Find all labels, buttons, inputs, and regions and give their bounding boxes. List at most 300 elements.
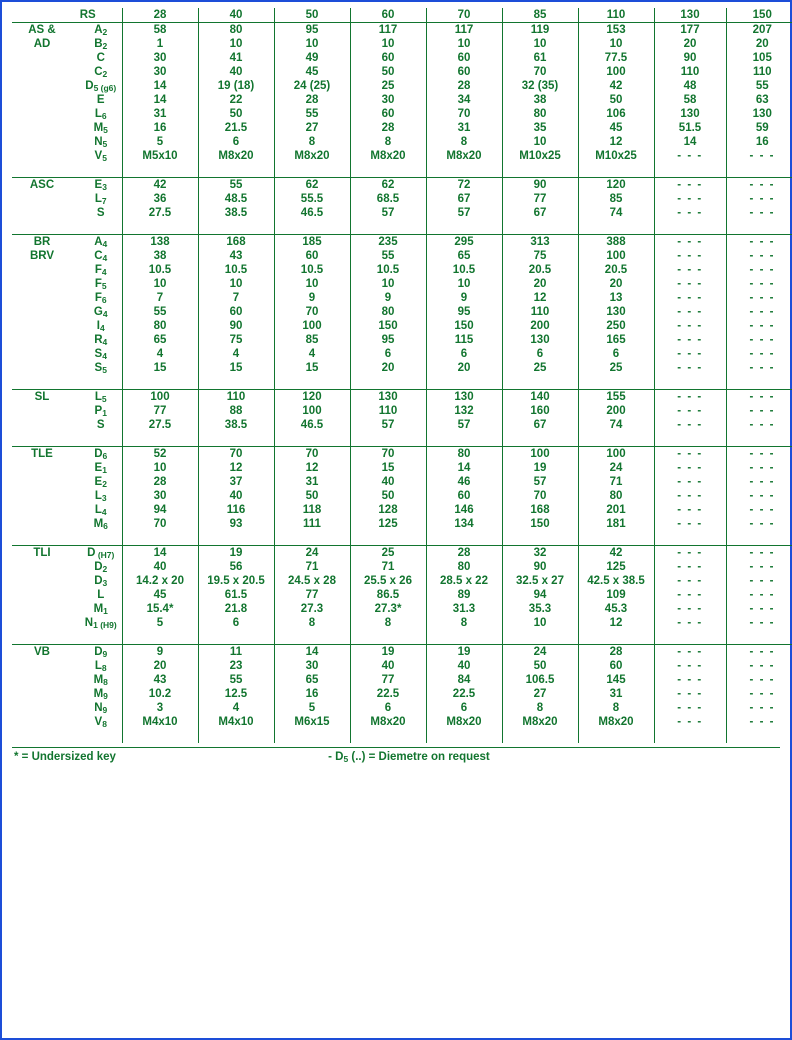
cell-L3-85: 70 [502, 489, 578, 503]
cell-A2-110: 153 [578, 23, 654, 38]
cell-D-130: - - - [654, 546, 726, 561]
cell-N5-110: 12 [578, 135, 654, 149]
cell-A2-50: 95 [274, 23, 350, 38]
cell-M8-50: 65 [274, 673, 350, 687]
row-symbol: $E_2$ [94, 476, 107, 489]
group-label-asc: ASC [12, 178, 68, 193]
header-size-130: 130 [654, 8, 726, 23]
group-label-as [12, 93, 68, 107]
cell-D5-150: 55 [726, 79, 792, 93]
row-symbol: $F_5$ [94, 278, 107, 291]
spacer-cell [654, 432, 726, 447]
row-symbol: $N_1$ (H9) [84, 617, 117, 630]
table-row [12, 93, 792, 107]
table-row [12, 602, 792, 616]
cell-I4-40: 90 [198, 319, 274, 333]
table-row [12, 305, 792, 319]
cell-C2-60: 50 [350, 65, 426, 79]
row-symbol: $G_4$ [93, 306, 108, 319]
row-symbol: $M_5$ [93, 122, 108, 135]
spacer-cell [726, 432, 792, 447]
cell-L6-50: 55 [274, 107, 350, 121]
group-label-tle [12, 517, 68, 531]
cell-G4-150: - - - [726, 305, 792, 319]
cell-M8-28: 43 [122, 673, 198, 687]
table-row [12, 361, 792, 375]
row-symbol: $D_5$ (g6) [85, 80, 117, 93]
specification-table [12, 8, 792, 743]
spacer-cell [502, 729, 578, 743]
header-size-85: 85 [502, 8, 578, 23]
cell-M9-28: 10.2 [122, 687, 198, 701]
cell-A2-28: 58 [122, 23, 198, 38]
cell-D-110: 42 [578, 546, 654, 561]
cell-S4-110: 6 [578, 347, 654, 361]
cell-B2-50: 10 [274, 37, 350, 51]
cell-F6-40: 7 [198, 291, 274, 305]
cell-L3-40: 40 [198, 489, 274, 503]
cell-E3-28: 42 [122, 178, 198, 193]
group-label-vb: VB [12, 645, 68, 660]
spacer-cell [68, 432, 122, 447]
spacer-cell [122, 432, 198, 447]
group-label-sl [12, 418, 68, 432]
cell-B2-60: 10 [350, 37, 426, 51]
row-symbol: $D_9$ [68, 645, 122, 660]
cell-I4-130: - - - [654, 319, 726, 333]
cell-P1-70: 132 [426, 404, 502, 418]
cell-D9-85: 24 [502, 645, 578, 660]
cell-N1-40: 6 [198, 616, 274, 630]
cell-V8-28: M4x10 [122, 715, 198, 729]
cell-P1-130: - - - [654, 404, 726, 418]
cell-E-70: 34 [426, 93, 502, 107]
row-symbol: $R_4$ [94, 334, 108, 347]
spacer-cell [12, 432, 68, 447]
table-row [12, 37, 792, 51]
cell-D2-50: 71 [274, 560, 350, 574]
cell-D5-70: 28 [426, 79, 502, 93]
cell-M8-110: 145 [578, 673, 654, 687]
cell-C2-50: 45 [274, 65, 350, 79]
cell-G4-60: 80 [350, 305, 426, 319]
cell-L6-28: 31 [122, 107, 198, 121]
spacer-cell [274, 163, 350, 178]
cell-S4-50: 4 [274, 347, 350, 361]
group-label-vb [12, 715, 68, 729]
header-size-110: 110 [578, 8, 654, 23]
cell-D6-110: 100 [578, 447, 654, 462]
group-label-as: AS & [12, 23, 68, 38]
group-label-br: BRV [29, 250, 55, 262]
cell-L4-130: - - - [654, 503, 726, 517]
cell-A2-150: 207 [726, 23, 792, 38]
group-label-sl: SL [12, 390, 68, 405]
cell-S-28: 27.5 [122, 206, 198, 220]
cell-A4-110: 388 [578, 235, 654, 250]
table-row [12, 135, 792, 149]
spacer-cell [654, 375, 726, 390]
cell-E2-85: 57 [502, 475, 578, 489]
cell-F6-28: 7 [122, 291, 198, 305]
cell-C-130: 90 [654, 51, 726, 65]
cell-D5-110: 42 [578, 79, 654, 93]
cell-S-40: 38.5 [198, 418, 274, 432]
spacer-cell [198, 531, 274, 546]
cell-M1-150: - - - [726, 602, 792, 616]
cell-M6-28: 70 [122, 517, 198, 531]
cell-L5-150: - - - [726, 390, 792, 405]
cell-C-50: 49 [274, 51, 350, 65]
spacer-cell [12, 375, 68, 390]
table-row [12, 333, 792, 347]
cell-L8-28: 20 [122, 659, 198, 673]
cell-R4-85: 130 [502, 333, 578, 347]
cell-N1-60: 8 [350, 616, 426, 630]
cell-D6-40: 70 [198, 447, 274, 462]
cell-I4-70: 150 [426, 319, 502, 333]
cell-L7-60: 68.5 [350, 192, 426, 206]
cell-G4-40: 60 [198, 305, 274, 319]
cell-L4-70: 146 [426, 503, 502, 517]
cell-M8-85: 106.5 [502, 673, 578, 687]
cell-B2-130: 20 [654, 37, 726, 51]
cell-V8-110: M8x20 [578, 715, 654, 729]
cell-S-60: 57 [350, 418, 426, 432]
table-row [12, 489, 792, 503]
spacer-cell [68, 630, 122, 645]
cell-D2-85: 90 [502, 560, 578, 574]
cell-L4-110: 201 [578, 503, 654, 517]
spacer-cell [502, 432, 578, 447]
cell-M9-130: - - - [654, 687, 726, 701]
spacer-cell [198, 729, 274, 743]
table-row [12, 79, 792, 93]
cell-M6-130: - - - [654, 517, 726, 531]
cell-L-150: - - - [726, 588, 792, 602]
cell-N1-130: - - - [654, 616, 726, 630]
table-body [12, 8, 792, 743]
cell-A4-50: 185 [274, 235, 350, 250]
cell-M1-85: 35.3 [502, 602, 578, 616]
cell-S5-28: 15 [122, 361, 198, 375]
cell-V8-130: - - - [654, 715, 726, 729]
cell-L5-60: 130 [350, 390, 426, 405]
cell-A4-40: 168 [198, 235, 274, 250]
cell-L3-70: 60 [426, 489, 502, 503]
row-symbol: $A_2$ [68, 23, 122, 38]
cell-M6-40: 93 [198, 517, 274, 531]
spacer-cell [68, 531, 122, 546]
cell-L5-50: 120 [274, 390, 350, 405]
cell-P1-85: 160 [502, 404, 578, 418]
group-label-br [12, 361, 68, 375]
cell-S-130: - - - [654, 206, 726, 220]
cell-F4-50: 10.5 [274, 263, 350, 277]
cell-R4-150: - - - [726, 333, 792, 347]
group-spacer [12, 630, 792, 645]
row-symbol: C [96, 52, 105, 64]
table-row [12, 192, 792, 206]
cell-N1-150: - - - [726, 616, 792, 630]
cell-D3-50: 24.5 x 28 [274, 574, 350, 588]
row-symbol: $V_8$ [94, 716, 107, 729]
cell-E1-85: 19 [502, 461, 578, 475]
cell-D5-28: 14 [122, 79, 198, 93]
cell-A2-85: 119 [502, 23, 578, 38]
cell-E3-150: - - - [726, 178, 792, 193]
cell-R4-130: - - - [654, 333, 726, 347]
cell-V5-28: M5x10 [122, 149, 198, 163]
cell-L8-70: 40 [426, 659, 502, 673]
group-label-br [12, 333, 68, 347]
cell-L-40: 61.5 [198, 588, 274, 602]
spacer-cell [654, 729, 726, 743]
table-row [12, 404, 792, 418]
cell-M9-85: 27 [502, 687, 578, 701]
cell-N5-40: 6 [198, 135, 274, 149]
row-symbol: $D_6$ [68, 447, 122, 462]
row-symbol: E [96, 94, 105, 106]
cell-F4-40: 10.5 [198, 263, 274, 277]
table-row [12, 701, 792, 715]
cell-C-150: 105 [726, 51, 792, 65]
table-row [12, 249, 792, 263]
cell-D3-85: 32.5 x 27 [502, 574, 578, 588]
cell-D-150: - - - [726, 546, 792, 561]
cell-L8-150: - - - [726, 659, 792, 673]
spacer-cell [350, 375, 426, 390]
cell-S4-150: - - - [726, 347, 792, 361]
cell-E2-28: 28 [122, 475, 198, 489]
cell-V8-85: M8x20 [502, 715, 578, 729]
group-label-tle: TLE [12, 447, 68, 462]
cell-M1-130: - - - [654, 602, 726, 616]
cell-D5-130: 48 [654, 79, 726, 93]
cell-I4-150: - - - [726, 319, 792, 333]
header-size-60: 60 [350, 8, 426, 23]
cell-S-70: 57 [426, 206, 502, 220]
cell-L6-110: 106 [578, 107, 654, 121]
cell-L7-85: 77 [502, 192, 578, 206]
cell-E-60: 30 [350, 93, 426, 107]
cell-E-150: 63 [726, 93, 792, 107]
cell-E1-70: 14 [426, 461, 502, 475]
cell-N1-70: 8 [426, 616, 502, 630]
cell-S-40: 38.5 [198, 206, 274, 220]
spacer-cell [122, 375, 198, 390]
cell-M9-60: 22.5 [350, 687, 426, 701]
cell-L-110: 109 [578, 588, 654, 602]
header-size-70: 70 [426, 8, 502, 23]
cell-F6-110: 13 [578, 291, 654, 305]
row-symbol: $B_2$ [94, 38, 108, 51]
spacer-cell [502, 630, 578, 645]
cell-E3-50: 62 [274, 178, 350, 193]
spacer-cell [426, 729, 502, 743]
cell-M6-85: 150 [502, 517, 578, 531]
cell-R4-110: 165 [578, 333, 654, 347]
cell-I4-60: 150 [350, 319, 426, 333]
cell-V5-60: M8x20 [350, 149, 426, 163]
spacer-cell [350, 531, 426, 546]
cell-D2-28: 40 [122, 560, 198, 574]
cell-V8-150: - - - [726, 715, 792, 729]
cell-G4-85: 110 [502, 305, 578, 319]
cell-L8-130: - - - [654, 659, 726, 673]
group-label-as [12, 65, 68, 79]
cell-L4-50: 118 [274, 503, 350, 517]
group-label-br [12, 263, 68, 277]
cell-N9-150: - - - [726, 701, 792, 715]
cell-D6-150: - - - [726, 447, 792, 462]
cell-D2-130: - - - [654, 560, 726, 574]
cell-S4-28: 4 [122, 347, 198, 361]
table-row [12, 461, 792, 475]
cell-C4-150: - - - [726, 249, 792, 263]
spacer-cell [578, 729, 654, 743]
cell-L6-150: 130 [726, 107, 792, 121]
table-row [12, 687, 792, 701]
row-symbol: D (H7) [68, 546, 122, 561]
cell-L5-130: - - - [654, 390, 726, 405]
table-row [12, 206, 792, 220]
cell-E-50: 28 [274, 93, 350, 107]
cell-D6-50: 70 [274, 447, 350, 462]
cell-P1-110: 200 [578, 404, 654, 418]
cell-D3-150: - - - [726, 574, 792, 588]
spacer-cell [350, 163, 426, 178]
spacer-cell [122, 630, 198, 645]
cell-L6-70: 70 [426, 107, 502, 121]
group-label-as [12, 107, 68, 121]
row-symbol: $A_4$ [68, 235, 122, 250]
cell-N9-40: 4 [198, 701, 274, 715]
group-label-br [12, 291, 68, 305]
cell-E-40: 22 [198, 93, 274, 107]
cell-L-28: 45 [122, 588, 198, 602]
row-symbol: $L_7$ [94, 193, 107, 206]
spacer-cell [68, 375, 122, 390]
cell-M6-60: 125 [350, 517, 426, 531]
spacer-cell [12, 630, 68, 645]
cell-N5-28: 5 [122, 135, 198, 149]
cell-L4-85: 168 [502, 503, 578, 517]
group-label-as: AD [33, 38, 51, 50]
cell-S4-40: 4 [198, 347, 274, 361]
cell-B2-40: 10 [198, 37, 274, 51]
cell-D9-150: - - - [726, 645, 792, 660]
table-row [12, 107, 792, 121]
cell-I4-85: 200 [502, 319, 578, 333]
cell-N9-70: 6 [426, 701, 502, 715]
group-label-tle [12, 503, 68, 517]
cell-C4-50: 60 [274, 249, 350, 263]
table-row [12, 319, 792, 333]
cell-D3-70: 28.5 x 22 [426, 574, 502, 588]
cell-V8-40: M4x10 [198, 715, 274, 729]
cell-N5-150: 16 [726, 135, 792, 149]
cell-S-110: 74 [578, 206, 654, 220]
cell-B2-150: 20 [726, 37, 792, 51]
cell-E-28: 14 [122, 93, 198, 107]
cell-M6-150: - - - [726, 517, 792, 531]
cell-L7-50: 55.5 [274, 192, 350, 206]
cell-L7-130: - - - [654, 192, 726, 206]
table-row [12, 447, 792, 462]
cell-D6-70: 80 [426, 447, 502, 462]
cell-E-130: 58 [654, 93, 726, 107]
cell-D9-70: 19 [426, 645, 502, 660]
cell-C-85: 61 [502, 51, 578, 65]
cell-E2-130: - - - [654, 475, 726, 489]
spacer-cell [68, 163, 122, 178]
row-symbol: $L_4$ [94, 504, 107, 517]
table-footer [12, 747, 780, 767]
cell-L6-60: 60 [350, 107, 426, 121]
spacer-cell [502, 531, 578, 546]
cell-M9-40: 12.5 [198, 687, 274, 701]
cell-D6-85: 100 [502, 447, 578, 462]
cell-C4-40: 43 [198, 249, 274, 263]
spacer-cell [350, 220, 426, 235]
table-row [12, 178, 792, 193]
cell-A2-60: 117 [350, 23, 426, 38]
cell-F5-150: - - - [726, 277, 792, 291]
group-label-br [12, 277, 68, 291]
cell-S-110: 74 [578, 418, 654, 432]
group-spacer [12, 163, 792, 178]
cell-G4-50: 70 [274, 305, 350, 319]
cell-L7-70: 67 [426, 192, 502, 206]
cell-F5-50: 10 [274, 277, 350, 291]
cell-E-85: 38 [502, 93, 578, 107]
cell-N1-85: 10 [502, 616, 578, 630]
spacer-cell [198, 630, 274, 645]
cell-V5-130: - - - [654, 149, 726, 163]
row-symbol: $I_4$ [96, 320, 105, 333]
cell-E3-70: 72 [426, 178, 502, 193]
cell-F5-28: 10 [122, 277, 198, 291]
row-symbol: $N_5$ [94, 136, 108, 149]
cell-F6-130: - - - [654, 291, 726, 305]
cell-A4-130: - - - [654, 235, 726, 250]
cell-L8-85: 50 [502, 659, 578, 673]
spacer-cell [426, 630, 502, 645]
cell-D-28: 14 [122, 546, 198, 561]
cell-L5-70: 130 [426, 390, 502, 405]
cell-F4-28: 10.5 [122, 263, 198, 277]
cell-E1-150: - - - [726, 461, 792, 475]
cell-D6-60: 70 [350, 447, 426, 462]
cell-S5-50: 15 [274, 361, 350, 375]
spacer-cell [654, 163, 726, 178]
cell-S-150: - - - [726, 418, 792, 432]
cell-L8-60: 40 [350, 659, 426, 673]
cell-L4-40: 116 [198, 503, 274, 517]
cell-E3-60: 62 [350, 178, 426, 193]
spacer-cell [198, 163, 274, 178]
cell-L8-50: 30 [274, 659, 350, 673]
row-symbol: $P_1$ [94, 405, 107, 418]
cell-M5-60: 28 [350, 121, 426, 135]
cell-M5-70: 31 [426, 121, 502, 135]
table-row [12, 560, 792, 574]
spacer-cell [578, 375, 654, 390]
cell-L7-40: 48.5 [198, 192, 274, 206]
row-symbol: $L_6$ [94, 108, 107, 121]
group-spacer [12, 220, 792, 235]
